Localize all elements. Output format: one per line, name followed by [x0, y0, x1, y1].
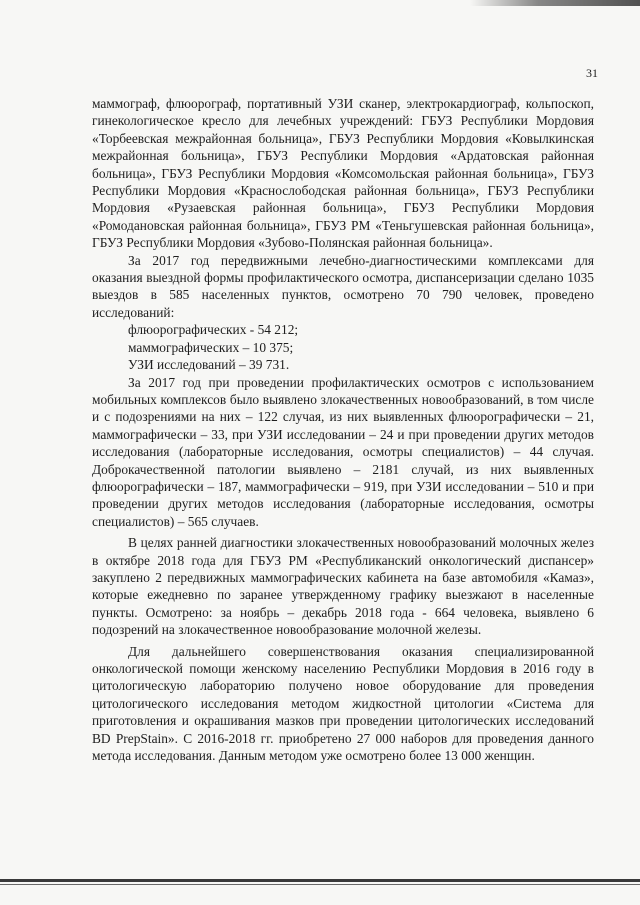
- document-body: [92, 95, 594, 764]
- list-item: маммографических – 10 375;: [128, 339, 294, 355]
- scan-edge-bottom-line: [0, 884, 640, 885]
- paragraph-equipment: маммограф, флюорограф, портативный УЗИ сканер, электрокардиограф, кольпоскоп, гинекологическое кресло для лечебных учреждений: ГБУЗ Республики Мордовия «Торбеевская межрайонная больница», ГБУЗ Республики Мордовия «Ковылкинская межрайонная больница», ГБУЗ Республики Мордовия «Ардатовская районная больница», ГБУЗ Республики Мордовия «Комсомольская районная больница», ГБУЗ Республики Мордовия «Краснослободская районная больница», ГБУЗ Республики Мордовия «Рузаевская районная больница», ГБУЗ Республики Мордовия «Ромодановская районная больница», ГБУЗ РМ «Теньгушевская районная больница», ГБУЗ Республики Мордовия «Зубово-Полянская районная больница».: [92, 96, 594, 251]
- scan-edge-bottom: [0, 879, 640, 882]
- paragraph-2017-findings: За 2017 год при проведении профилактических осмотров с использованием мобильных комплексов было выявлено злокачественных новообразований, в том числе и с подозрениями на них – 122 случая, из них выявленных флюорографически – 21, маммографически – 33, при УЗИ исследовании – 24 и при проведении других методов исследования (лабораторные исследования, осмотры специалистов) – 44 случая. Доброкачественной патологии выявлено – 2181 случай, из них выявленных флюорографически – 187, маммографически – 919, при УЗИ исследовании – 510 и при проведении других методов исследования (лабораторные исследования, осмотры специалистов) – 565 случаев.: [92, 374, 594, 529]
- paragraph-2017-visits: За 2017 год передвижными лечебно-диагностическими комплексами для оказания выездной формы профилактического осмотра, диспансеризации сделано 1035 выездов в 585 населенных пунктов, осмотрено 70 790 человек, проведено исследований:: [92, 252, 594, 320]
- page-number: 31: [586, 66, 598, 80]
- scan-edge-top: [470, 0, 640, 6]
- paragraph-cytology-lab: Для дальнейшего совершенствования оказания специализированной онкологической помощи женскому населению Республики Мордовия в 2016 году в цитологическую лабораторию получено новое оборудование для проведения цитологического исследования методом жидкостной цитологии «Система для приготовления и окрашивания мазков при проведении цитологических исследований BD PrepStain». С 2016-2018 гг. приобретено 27 000 наборов для проведения данного метода исследования. Данным методом уже осмотрено более 13 000 женщин.: [92, 643, 594, 764]
- paragraph-mammography-cabinets: В целях ранней диагностики злокачественных новообразований молочных желез в октябре 2018 года для ГБУЗ РМ «Республиканский онкологический диспансер» закуплено 2 передвижных маммографических кабинета на базе автомобиля «Камаз», которые ежедневно по заранее утвержденному графику выезжают в населенные пункты. Осмотрено: за ноябрь – декабрь 2018 года - 664 человека, выявлено 6 подозрений на злокачественное новообразование молочной железы.: [92, 535, 594, 638]
- list-item: УЗИ исследований – 39 731.: [128, 357, 290, 373]
- list-item: флюорографических - 54 212;: [128, 322, 299, 338]
